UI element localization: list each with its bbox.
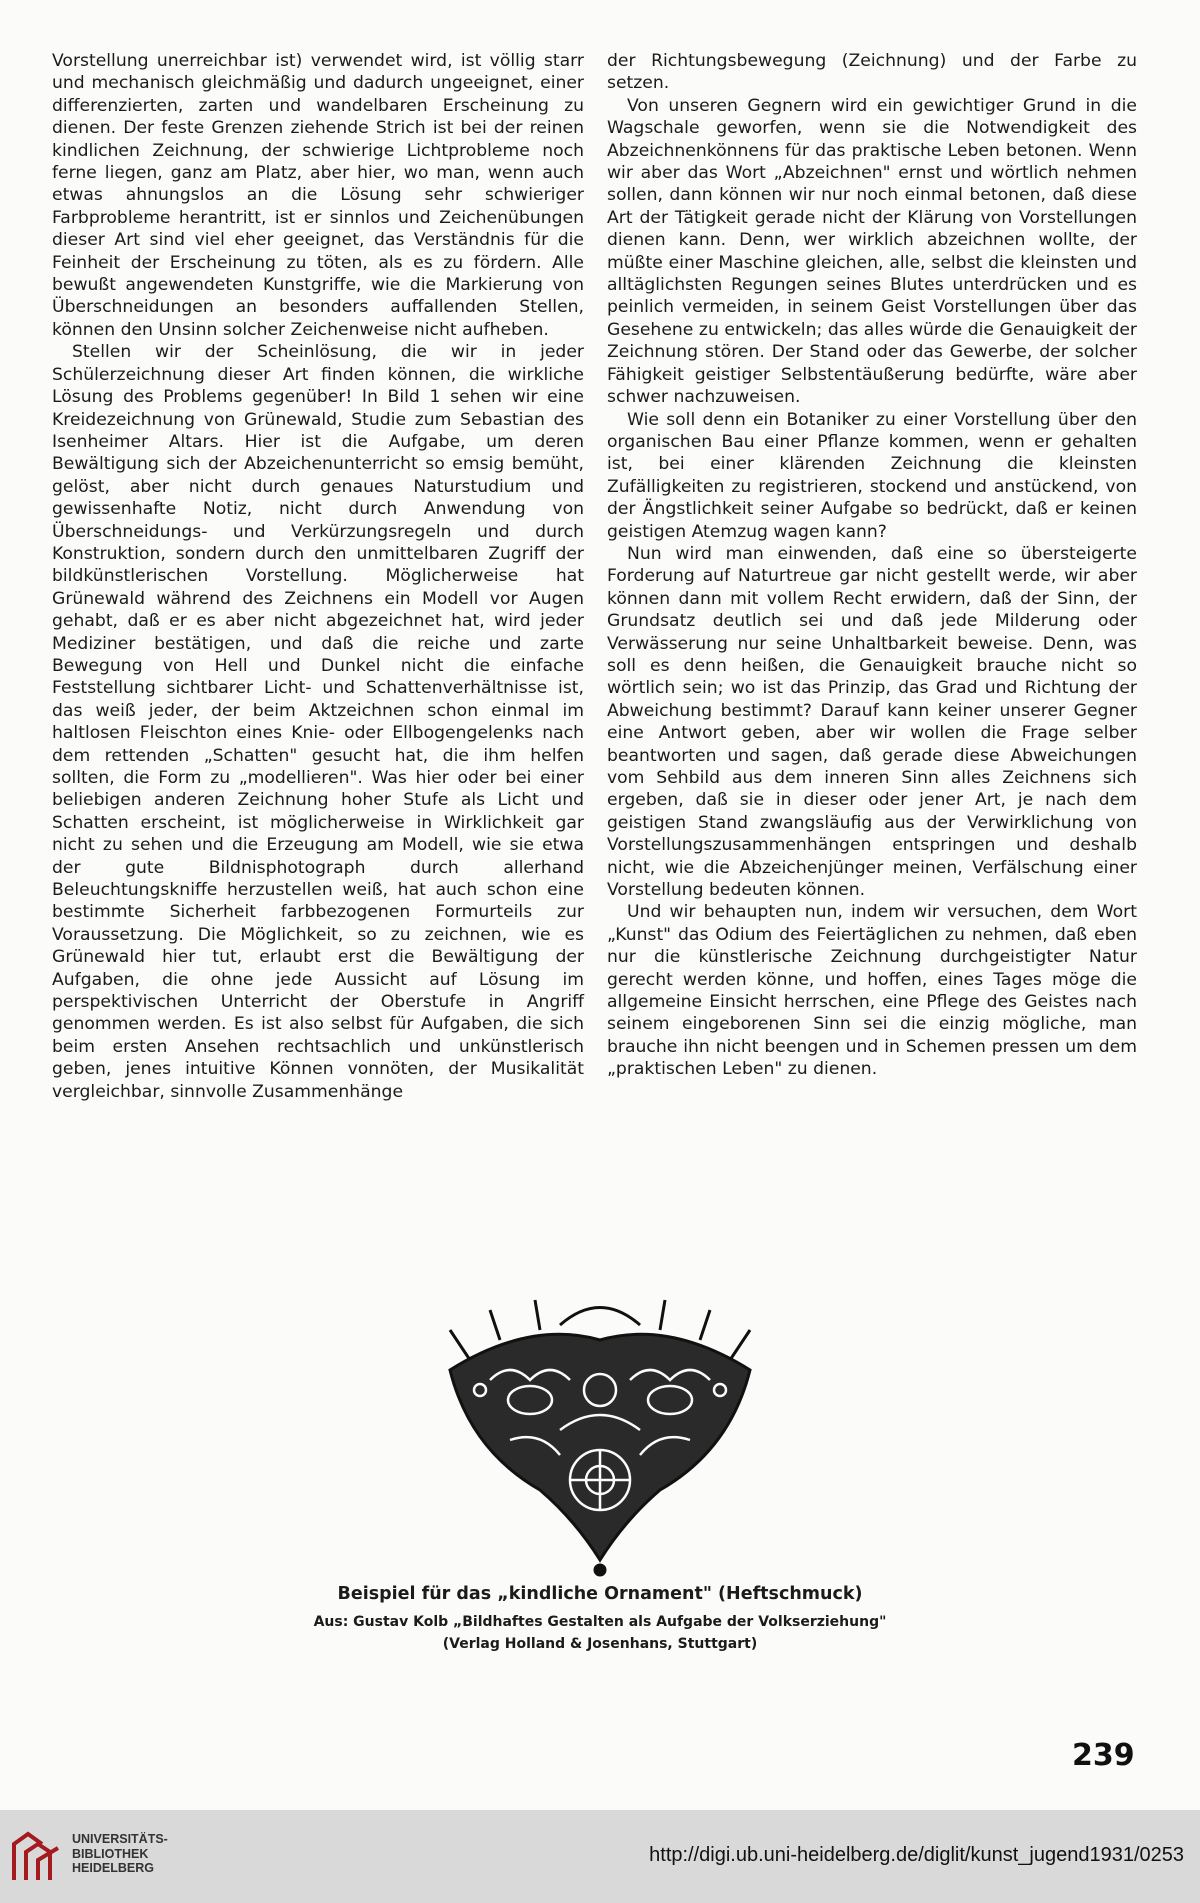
text-column-left (52, 50, 584, 1103)
paragraph: Von unseren Gegnern wird ein gewichtiger Grund in die Wagschale geworfen, wenn sie die Notwendigkeit des Abzeichnenkönnens für das praktische Leben betonen. Wenn wir aber das Wort „Abzeichnen" ernst und wörtlich nehmen sollen, dann können wir nur noch einmal betonen, daß diese Art der Tätigkeit gerade nicht der Klärung von Vorstellungen dienen kann. Denn, wer wirklich abzeichnen wollte, der müßte einer Maschine gleichen, alle, selbst die kleinsten und alltäglichsten Regungen seines Blutes unterdrücken und es peinlich vermeiden, in seinem Geist Vorstellungen über das Gesehene zu entwickeln; das alles würde die Genauigkeit der Zeichnung stören. Der Stand oder das Gewerbe, der solcher Fähigkeit geistiger Selbstentäußerung bedürfte, wäre aber schwer nachzuweisen. (607, 95, 1137, 408)
page-number: 239 (1072, 1738, 1135, 1773)
library-name-line: UNIVERSITÄTS- (72, 1832, 168, 1846)
paragraph: der Richtungsbewegung (Zeichnung) und der Farbe zu setzen. (607, 51, 1137, 94)
library-name[interactable] (72, 1832, 168, 1876)
paragraph: Stellen wir der Scheinlösung, die wir in jeder Schülerzeichnung dieser Art finden können, die wirkliche Lösung des Problems gegenüber! In Bild 1 sehen wir eine Kreidezeichnung von Grünewald, Studie zum Sebastian des Isenheimer Altars. Hier ist die Aufgabe, um deren Bewältigung sich der Abzeichenunterricht so emsig bemüht, gelöst, aber nicht durch genaues Naturstudium und gewissenhafte Notiz, nicht durch Anwendung von Überschneidungs- und Verkürzungsregeln und durch Konstruktion, sondern durch den unmittelbaren Zugriff der bildkünstlerischen Vorstellung. Möglicherweise hat Grünewald während des Zeichnens ein Modell vor Augen gehabt, daß er es aber nicht abgezeichnet hat, wird jeder Mediziner bestätigen, und daß die reiche und zarte Bewegung von Hell und Dunkel nicht die einfache Feststellung sichtbarer Licht- und Schattenverhältnisse ist, das weiß jeder, der beim Aktzeichnen schon einmal im haltlosen Fleischton eines Knie- oder Ellbogengelenks nach dem rettenden „Schatten" gesucht hat, die ihm helfen sollten, die Form zu „modellieren". Was hier oder bei einer beliebigen anderen Zeichnung hoher Stufe als Licht und Schatten erscheint, ist möglicherweise in Wirklichkeit gar nicht zu sehen und die Erzeugung am Modell, wie sie etwa der gute Bildnisphotograph durch allerhand Beleuchtungskniffe herzustellen weiß, hat auch schon eine bestimmte Sicherheit farbbezogenen Formurteils zur Voraussetzung. Die Möglichkeit, so zu zeichnen, wie es Grünewald hier tut, erlaubt erst die Bewältigung der Aufgaben, die ohne jede Aussicht auf Lösung im perspektivischen Unterricht der Oberstufe in Angriff genommen werden. Es ist also selbst für Aufgaben, die sich beim ersten Ansehen rechtsachlich und unkünstlerisch geben, jenes intuitive Können vonnöten, der Musikalität vergleichbar, sinnvolle Zusammenhänge (52, 342, 584, 1102)
university-library-logo-icon[interactable] (8, 1826, 64, 1886)
text-column-right (607, 50, 1137, 1081)
library-footer (0, 1810, 1200, 1903)
figure-caption: Beispiel für das „kindliche Ornament" (Heftschmuck) (337, 1584, 863, 1604)
library-name-line: BIBLIOTHEK (72, 1846, 149, 1861)
figure-source: Aus: Gustav Kolb „Bildhaftes Gestalten als Aufgabe der Volkserziehung" (313, 1614, 887, 1630)
library-name-line: HEIDELBERG (72, 1861, 154, 1875)
ornament-illustration (410, 1280, 790, 1580)
paragraph: Und wir behaupten nun, indem wir versuchen, dem Wort „Kunst" das Odium des Feiertäglichen zu nehmen, daß eben nur die künstlerische Zeichnung durchgeistigter Natur gerecht werden könne, und hoffen, eines Tages möge die allgemeine Einsicht herrschen, eine Pflege des Geistes nach seinem eingeborenen Sinn sei die einzig mögliche, man brauche ihn nicht beengen und in Schemen pressen um dem „praktischen Leben" zu dienen. (607, 902, 1137, 1080)
paragraph: Vorstellung unerreichbar ist) verwendet wird, ist völlig starr und mechanisch gleichmäßig und dadurch ungeeignet, einer differenzierten, zarten und wandelbaren Erscheinung zu dienen. Der feste Grenzen ziehende Strich ist bei der reinen kindlichen Zeichnung, der schwierige Lichtprobleme noch ferne liegen, ganz am Platz, aber hier, wo man, wenn auch etwas ahnungslos an die Lösung sehr schwieriger Farbprobleme herantritt, ist er sinnlos und Zeichenübungen dieser Art sind viel eher geeignet, das Verständnis für die Feinheit der Erscheinung zu töten, als es zu fördern. Alle bewußt angewendeten Kunstgriffe, wie die Markierung von Überschneidungen an besonders auffallenden Stellen, können den Unsinn solcher Zeichenweise nicht aufheben. (52, 51, 584, 340)
paragraph: Nun wird man einwenden, daß eine so übersteigerte Forderung auf Naturtreue gar nicht gestellt werde, wir aber können dann mit vollem Recht erwidern, daß der Sinn, der Grundsatz deutlich sei und daß jede Milderung oder Verwässerung nur seine Unhaltbarkeit beweise. Denn, was soll es denn heißen, die Genauigkeit brauche nicht so wörtlich sein; wo ist das Prinzip, das Grad und Richtung der Abweichung bestimmt? Darauf kann keiner unserer Gegner eine Antwort geben, aber wir wollen die Frage selber beantworten und sagen, daß gerade diese Abweichungen vom Sehbild aus dem inneren Sinn alles Zeichnens sich ergeben, daß sie in dieser oder jener Art, je nach dem geistigen Stand zwangsläufig aus der Verwirklichung von Vorstellungszusammenhängen entspringen und deshalb nicht, wie die Abzeichenjünger meinen, Verfälschung einer Vorstellung bedeuten können. (607, 543, 1137, 901)
permalink-url[interactable]: http://digi.ub.uni-heidelberg.de/diglit/kunst_jugend1931/0253 (649, 1844, 1184, 1866)
figure-publisher: (Verlag Holland & Josenhans, Stuttgart) (442, 1636, 758, 1652)
paragraph: Wie soll denn ein Botaniker zu einer Vorstellung über den organischen Bau einer Pflanze kommen, wenn er gehalten ist, bei einer klärenden Zeichnung die kleinsten Zufälligkeiten zu registrieren, stockend und anstückend, von der Ängstlichkeit seiner Aufgabe so bedrückt, daß er keinen geistigen Atemzug wagen kann? (607, 409, 1137, 542)
